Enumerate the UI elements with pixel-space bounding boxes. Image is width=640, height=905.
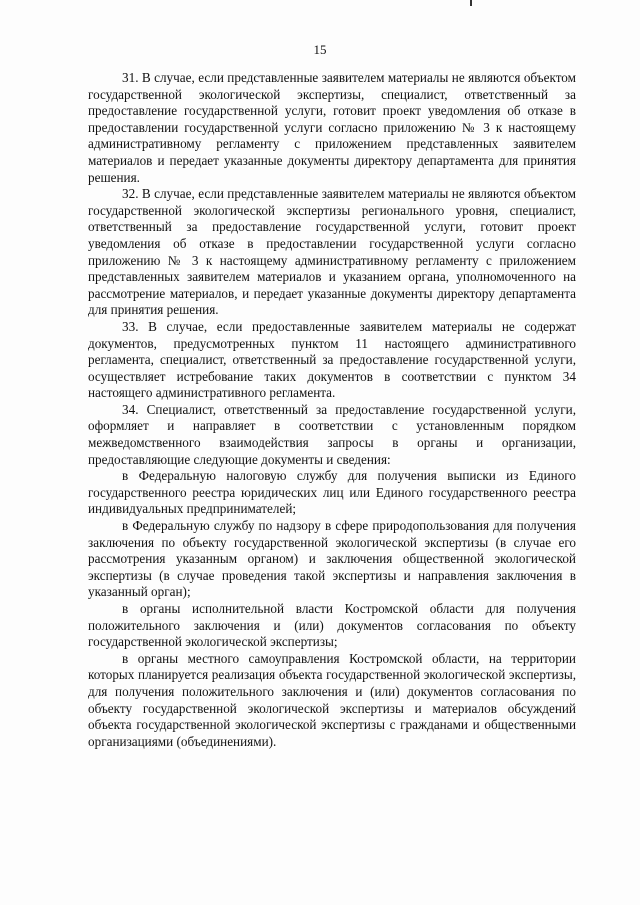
list-item-local-government: в органы местного самоуправления Костромской области, на территории которых планируется реализация объекта государственной экологической экспертизы, для получения положительного заключения и (или) документов согласования по объекту государственной экологической экспертизы и материалов обсуждений объекта государственной экологической экспертизы с гражданами и общественными организациями (объединениями). xyxy=(88,650,576,749)
list-item-nature-supervision: в Федеральную службу по надзору в сфере природопользования для получения заключения по объекту государственной экологической экспертизы (в случае его рассмотрения указанным органом) и заключения общественной экологической экспертизы (в случае проведения такой экспертизы и направления заключения в указанный орган); xyxy=(88,518,576,600)
paragraph-33: 33. В случае, если предоставленные заявителем материалы не содержат документов, предусмотренных пунктом 11 настоящего административного регламента, специалист, ответственный за предоставление государственной услуги, осуществляет истребование таких документов в соответствии с пунктом 34 настоящего административного регламента. xyxy=(88,318,576,401)
document-body xyxy=(88,70,576,750)
scan-mark xyxy=(470,0,472,6)
list-item-tax-service: в Федеральную налоговую службу для получения выписки из Единого государственного реестра юридических лиц или Единого государственного реестра индивидуальных предпринимателей; xyxy=(88,468,576,517)
paragraph-32: 32. В случае, если представленные заявителем материалы не являются объектом государственной экологической экспертизы регионального уровня, специалист, ответственный за предоставление государственной услуги, готовит проект уведомления об отказе в предоставлении государственной услуги согласно приложению № 3 к настоящему административному регламенту с приложением представленных заявителем материалов и указанием органа, уполномоченного на рассмотрение материалов, и передает указанные документы директору департамента для принятия решения. xyxy=(88,186,576,318)
list-item-regional-authorities: в органы исполнительной власти Костромской области для получения положительного заключения и (или) документов согласования по объекту государственной экологической экспертизы; xyxy=(88,601,576,650)
paragraph-34: 34. Специалист, ответственный за предоставление государственной услуги, оформляет и направляет в соответствии с установленным порядком межведомственного взаимодействия запросы в органы и организации, предоставляющие следующие документы и сведения: xyxy=(88,401,576,467)
page-number: 15 xyxy=(313,42,327,57)
paragraph-31: 31. В случае, если представленные заявителем материалы не являются объектом государственной экологической экспертизы, специалист, ответственный за предоставление государственной услуги, готовит проект уведомления об отказе в предоставлении государственной услуги согласно приложению № 3 к настоящему административному регламенту с приложением представленных заявителем материалов и передает указанные документы директору департамента для принятия решения. xyxy=(88,70,576,185)
